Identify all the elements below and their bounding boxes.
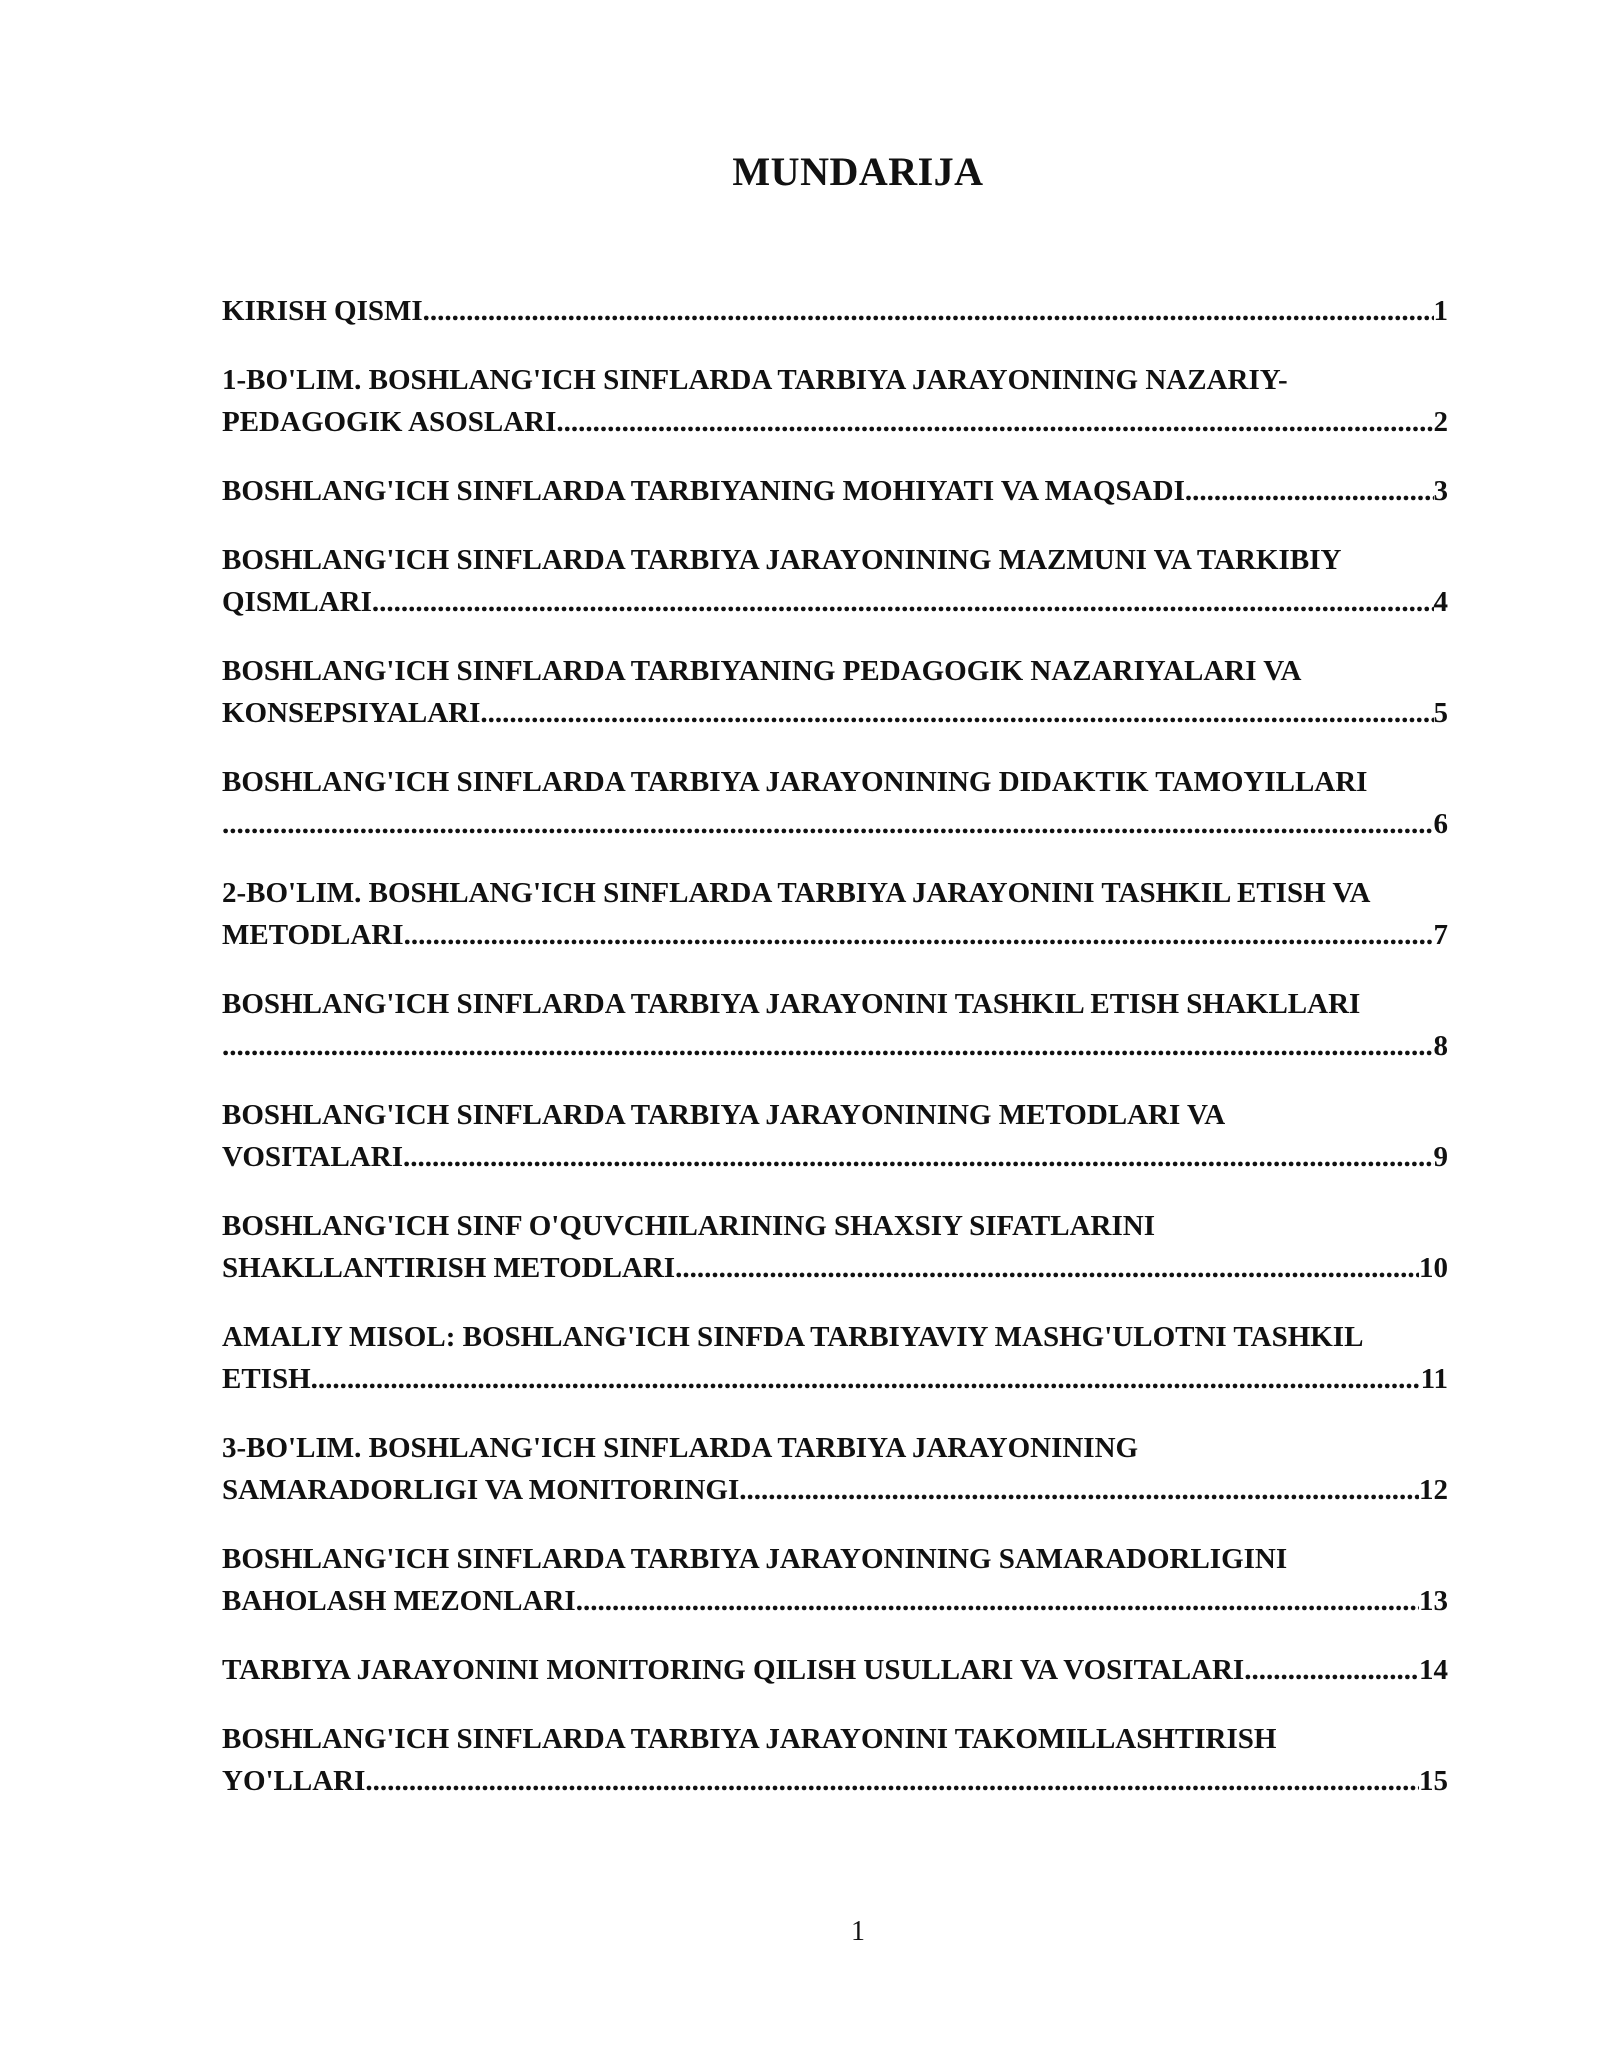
toc-entry-last-line bbox=[222, 1580, 1448, 1622]
toc-entry-title-end: ETISH bbox=[222, 1363, 311, 1395]
toc-entry-page-number: 12 bbox=[1419, 1474, 1448, 1506]
toc-entry-last-line bbox=[222, 1358, 1448, 1400]
toc-entry-title-end: SHAKLLANTIRISH METODLARI bbox=[222, 1252, 676, 1284]
toc-entry-page-number: 3 bbox=[1433, 475, 1448, 507]
dot-leader bbox=[480, 692, 1433, 734]
toc-entry-page-number: 9 bbox=[1433, 1141, 1448, 1173]
toc-entry[interactable] bbox=[222, 983, 1488, 1067]
toc-entry-last-line bbox=[222, 470, 1448, 512]
toc-entry-last-line bbox=[222, 803, 1448, 845]
dot-leader bbox=[423, 290, 1434, 332]
dot-leader bbox=[1244, 1649, 1419, 1691]
toc-entry-title-line: BOSHLANG'ICH SINF O'QUVCHILARINING SHAXSIY SIFATLARINI bbox=[222, 1210, 1155, 1242]
toc-entry-page-number: 2 bbox=[1433, 406, 1448, 438]
toc-entry-last-line bbox=[222, 692, 1448, 734]
toc-entry-title-line: BOSHLANG'ICH SINFLARDA TARBIYA JARAYONINING METODLARI VA bbox=[222, 1099, 1226, 1131]
toc-entry-page-number: 6 bbox=[1433, 808, 1448, 840]
toc-entry-title-end: PEDAGOGIK ASOSLARI bbox=[222, 406, 557, 438]
toc-entry-title-line: 2-BO'LIM. BOSHLANG'ICH SINFLARDA TARBIYA JARAYONINI TASHKIL ETISH VA bbox=[222, 877, 1371, 909]
toc-entry-page-number: 1 bbox=[1433, 295, 1448, 327]
toc-entry-page-number: 11 bbox=[1420, 1363, 1448, 1395]
dot-leader bbox=[576, 1580, 1419, 1622]
toc-entry-last-line bbox=[222, 1469, 1448, 1511]
dot-leader bbox=[556, 401, 1433, 443]
toc-entry-title-end: METODLARI bbox=[222, 919, 404, 951]
toc-entry-title-end: QISMLARI bbox=[222, 586, 372, 618]
toc-entry-title-line: BOSHLANG'ICH SINFLARDA TARBIYA JARAYONINI TASHKIL ETISH SHAKLLARI bbox=[222, 988, 1361, 1020]
dot-leader bbox=[372, 581, 1434, 623]
toc-entry-title-end: SAMARADORLIGI VA MONITORINGI bbox=[222, 1474, 740, 1506]
toc-entry-last-line bbox=[222, 290, 1448, 332]
toc-entry-last-line bbox=[222, 1136, 1448, 1178]
toc-entry-title-end: BOSHLANG'ICH SINFLARDA TARBIYANING MOHIYATI VA MAQSADI bbox=[222, 475, 1185, 507]
toc-entry-page-number: 10 bbox=[1419, 1252, 1448, 1284]
dot-leader bbox=[311, 1358, 1421, 1400]
dot-leader bbox=[365, 1760, 1419, 1802]
toc-entry-title-end: TARBIYA JARAYONINI MONITORING QILISH USULLARI VA VOSITALARI bbox=[222, 1654, 1245, 1686]
dot-leader bbox=[222, 803, 1434, 845]
toc-entry-title-end: KIRISH QISMI bbox=[222, 295, 423, 327]
toc-entry[interactable] bbox=[222, 290, 1488, 332]
page-number: 1 bbox=[851, 1916, 865, 1947]
dot-leader bbox=[403, 1136, 1434, 1178]
toc-entry-title-line: 1-BO'LIM. BOSHLANG'ICH SINFLARDA TARBIYA JARAYONINING NAZARIY- bbox=[222, 364, 1288, 396]
toc-entry[interactable] bbox=[222, 761, 1488, 845]
toc-entry-title-end: BAHOLASH MEZONLARI bbox=[222, 1585, 576, 1617]
toc-entry[interactable] bbox=[222, 872, 1488, 956]
toc-entry[interactable] bbox=[222, 1205, 1488, 1289]
dot-leader bbox=[1185, 470, 1434, 512]
page-title: MUNDARIJA bbox=[732, 149, 984, 194]
toc-entry-title-line: BOSHLANG'ICH SINFLARDA TARBIYA JARAYONINI TAKOMILLASHTIRISH bbox=[222, 1723, 1277, 1755]
toc-entry-page-number: 14 bbox=[1419, 1654, 1448, 1686]
toc-entry[interactable] bbox=[222, 1538, 1488, 1622]
toc-entry-last-line bbox=[222, 581, 1448, 623]
toc-entry-title-end: KONSEPSIYALARI bbox=[222, 697, 481, 729]
toc-entry-page-number: 13 bbox=[1419, 1585, 1448, 1617]
dot-leader bbox=[675, 1247, 1419, 1289]
toc-entry-page-number: 4 bbox=[1433, 586, 1448, 618]
toc-entry-title-end: VOSITALARI bbox=[222, 1141, 403, 1173]
toc-entry[interactable] bbox=[222, 470, 1488, 512]
dot-leader bbox=[222, 1025, 1434, 1067]
toc-entry[interactable] bbox=[222, 1718, 1488, 1802]
toc-entry-page-number: 8 bbox=[1433, 1030, 1448, 1062]
toc-entry[interactable] bbox=[222, 1316, 1488, 1400]
toc-entry-title-line: BOSHLANG'ICH SINFLARDA TARBIYANING PEDAGOGIK NAZARIYALARI VA bbox=[222, 655, 1302, 687]
dot-leader bbox=[739, 1469, 1419, 1511]
table-of-contents bbox=[222, 290, 1488, 1829]
toc-entry-title-end: YO'LLARI bbox=[222, 1765, 366, 1797]
toc-entry[interactable] bbox=[222, 1427, 1488, 1511]
toc-entry-title-line: BOSHLANG'ICH SINFLARDA TARBIYA JARAYONINING DIDAKTIK TAMOYILLARI bbox=[222, 766, 1368, 798]
toc-entry[interactable] bbox=[222, 359, 1488, 443]
toc-entry-last-line bbox=[222, 1649, 1448, 1691]
toc-entry-title-line: BOSHLANG'ICH SINFLARDA TARBIYA JARAYONINING SAMARADORLIGINI bbox=[222, 1543, 1288, 1575]
toc-entry[interactable] bbox=[222, 1649, 1488, 1691]
toc-entry-page-number: 5 bbox=[1433, 697, 1448, 729]
toc-entry-last-line bbox=[222, 1760, 1448, 1802]
toc-entry-last-line bbox=[222, 401, 1448, 443]
toc-entry[interactable] bbox=[222, 539, 1488, 623]
toc-entry-title-line: BOSHLANG'ICH SINFLARDA TARBIYA JARAYONINING MAZMUNI VA TARKIBIY bbox=[222, 544, 1342, 576]
toc-entry-last-line bbox=[222, 1247, 1448, 1289]
toc-entry-last-line bbox=[222, 914, 1448, 956]
toc-entry-last-line bbox=[222, 1025, 1448, 1067]
toc-entry[interactable] bbox=[222, 650, 1488, 734]
toc-entry-page-number: 15 bbox=[1419, 1765, 1448, 1797]
toc-entry[interactable] bbox=[222, 1094, 1488, 1178]
toc-entry-title-line: AMALIY MISOL: BOSHLANG'ICH SINFDA TARBIYAVIY MASHG'ULOTNI TASHKIL bbox=[222, 1321, 1364, 1353]
toc-entry-page-number: 7 bbox=[1433, 919, 1448, 951]
dot-leader bbox=[404, 914, 1434, 956]
toc-entry-title-line: 3-BO'LIM. BOSHLANG'ICH SINFLARDA TARBIYA JARAYONINING bbox=[222, 1432, 1139, 1464]
